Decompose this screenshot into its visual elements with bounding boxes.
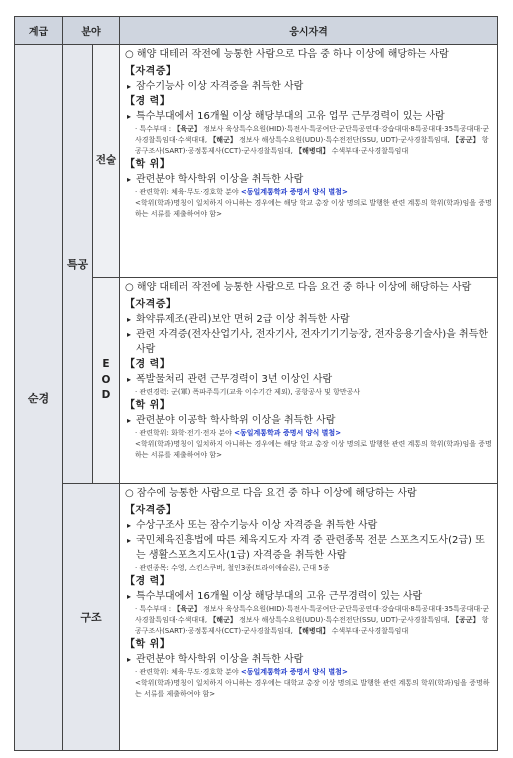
attachment-note: <동일계통학과 증명서 양식 별첨> <box>240 668 348 676</box>
edu-note-lead: 관련학위: 체육·무도·경호학 분야 <box>139 668 241 676</box>
rescue-cert-item1: ▸ 수상구조사 또는 잠수기능사 이상 자격증을 취득한 사람 <box>125 518 492 533</box>
eod-edu-note2: <학위(학과)명칭이 일치하지 아니하는 경우에는 해당 학교 총장 이상 명의로 발행한 관련 계통의 학위(학과)임을 증명하는 서류를 제출하여야 함> <box>135 440 492 459</box>
rescue-career-note <box>125 604 492 637</box>
army-units: 정보사 육상특수요원(HID)·특전사·특공여단·군단특공연대·강습대대·8특공대대·35특공대대·군사경찰특임대·수색대대, <box>135 125 490 144</box>
navy-units: 정보사 해상특수요원(UDU)·특수전전단(SSU, UDT)·군사경찰특임대, <box>236 136 453 144</box>
row-rescue <box>15 484 498 751</box>
header-grade: 계급 <box>15 17 63 45</box>
field-special: 특공 <box>63 45 93 484</box>
qualification-table <box>14 16 498 751</box>
navy-label: 【해군】 <box>209 136 237 144</box>
rescue-cert-item2: ▸ 국민체육진흥법에 따른 체육지도자 자격 중 관련종목 전문 스포츠지도사(2급) 또는 생활스포츠지도사(1급) 자격증을 취득한 사람 <box>125 533 492 563</box>
rescue-edu-note <box>125 667 492 678</box>
tactical-intro: ○ 해양 대테러 작전에 능통한 사람으로 다음 중 하나 이상에 해당하는 사람 <box>125 49 449 60</box>
eod-cert-item1: ▸ 화약류제조(관리)보안 면허 2급 이상 취득한 사람 <box>125 312 492 327</box>
navy-units: 정보사 해상특수요원(UDU)·특수전전단(SSU, UDT)·군사경찰특임대, <box>236 616 453 624</box>
sub-eod: E O D <box>93 278 120 484</box>
rescue-career-item: ▸ 특수부대에서 16개월 이상 해당부대의 고유 근무경력이 있는 사람 <box>125 589 492 604</box>
sub-tactical: 전술 <box>93 45 120 278</box>
marine-units: 수색부대·군사경찰특임대 <box>329 147 409 155</box>
air-units: 항공구조사(SART)·공정통제사(CCT)·군사경찰특임대, <box>135 136 489 155</box>
air-units: 항공구조사(SART)·공정통제사(CCT)·군사경찰특임대, <box>135 616 489 635</box>
air-label: 【공군】 <box>452 616 480 624</box>
edu-note-lead: 관련학위: 체육·무도·경호학 분야 <box>139 188 241 196</box>
eod-edu-title: 【학 위】 <box>125 400 171 411</box>
air-label: 【공군】 <box>452 136 480 144</box>
content-rescue <box>120 484 498 751</box>
eod-intro: ○ 해양 대테러 작전에 능통한 사람으로 다음 요건 중 하나 이상에 해당하는 사람 <box>125 282 472 293</box>
navy-label: 【해군】 <box>209 616 237 624</box>
army-label: 【육군】 <box>173 125 201 133</box>
eod-career-title: 【경 력】 <box>125 359 171 370</box>
rescue-edu-item: ▸ 관련분야 학사학위 이상을 취득한 사람 <box>125 652 492 667</box>
rescue-career-title: 【경 력】 <box>125 576 171 587</box>
tactical-edu-note2: <학위(학과)명칭이 일치하지 아니하는 경우에는 해당 학교 총장 이상 명의로 발행한 관련 계통의 학위(학과)임을 증명하는 서류를 제출하여야 함> <box>135 199 492 218</box>
attachment-note: <동일계통학과 증명서 양식 별첨> <box>234 429 342 437</box>
header-row <box>15 17 498 45</box>
eod-edu-note <box>125 428 492 439</box>
tactical-cert-title: 【자격증】 <box>125 66 177 77</box>
grade-cell: 순경 <box>15 45 63 751</box>
tactical-edu-item: ▸ 관련분야 학사학위 이상을 취득한 사람 <box>125 172 492 187</box>
note-lead: 특수부대 : <box>139 125 174 133</box>
header-qualification: 응시자격 <box>120 17 498 45</box>
rescue-intro: ○ 잠수에 능통한 사람으로 다음 요건 중 하나 이상에 해당하는 사람 <box>125 488 417 499</box>
content-eod <box>120 278 498 484</box>
tactical-career-note <box>125 124 492 157</box>
rescue-cert-note: · 관련종목: 수영, 스킨스쿠버, 철인3종(트라이애슬론), 근대 5종 <box>125 563 492 574</box>
field-rescue: 구조 <box>63 484 120 751</box>
eod-edu-item: ▸ 관련분야 이공학 학사학위 이상을 취득한 사람 <box>125 413 492 428</box>
rescue-edu-note2: <학위(학과)명칭이 일치하지 아니하는 경우에는 대학교 총장 이상 명의로 발행한 관련 계통의 학위(학과)임을 증명하는 서류를 제출하여야 함> <box>135 679 490 698</box>
rescue-cert-title: 【자격증】 <box>125 505 177 516</box>
tactical-career-item: ▸ 특수부대에서 16개월 이상 해당부대의 고유 업무 근무경력이 있는 사람 <box>125 109 492 124</box>
edu-note-lead: 관련학위: 화학·전기·전자 분야 <box>139 429 235 437</box>
header-field: 분야 <box>63 17 120 45</box>
attachment-note: <동일계통학과 증명서 양식 별첨> <box>240 188 348 196</box>
eod-career-item: ▸ 폭발물처리 관련 근무경력이 3년 이상인 사람 <box>125 372 492 387</box>
rescue-edu-title: 【학 위】 <box>125 639 171 650</box>
tactical-cert-item: ▸ 잠수기능사 이상 자격증을 취득한 사람 <box>125 79 492 94</box>
marine-label: 【해병대】 <box>295 147 330 155</box>
eod-cert-item2: ▸ 관련 자격증(전자산업기사, 전자기사, 전자기기기능장, 전자응용기술사)을 취득한 사람 <box>125 327 492 357</box>
marine-units: 수색부대·군사경찰특임대 <box>329 627 409 635</box>
tactical-career-title: 【경 력】 <box>125 96 171 107</box>
eod-cert-title: 【자격증】 <box>125 299 177 310</box>
marine-label: 【해병대】 <box>295 627 330 635</box>
content-tactical <box>120 45 498 278</box>
army-units: 정보사 육상특수요원(HID)·특전사·특공여단·군단특공연대·강습대대·8특공대대·35특공대대·군사경찰특임대·수색대대, <box>135 605 490 624</box>
tactical-edu-title: 【학 위】 <box>125 159 171 170</box>
army-label: 【육군】 <box>173 605 201 613</box>
note-lead: 특수부대 : <box>139 605 174 613</box>
tactical-edu-note <box>125 187 492 198</box>
eod-career-note: · 관련경력: 군(軍) 폭파주특기(교육 이수기간 제외), 공항공사 및 항만공사 <box>125 387 492 398</box>
row-tactical <box>15 45 498 278</box>
